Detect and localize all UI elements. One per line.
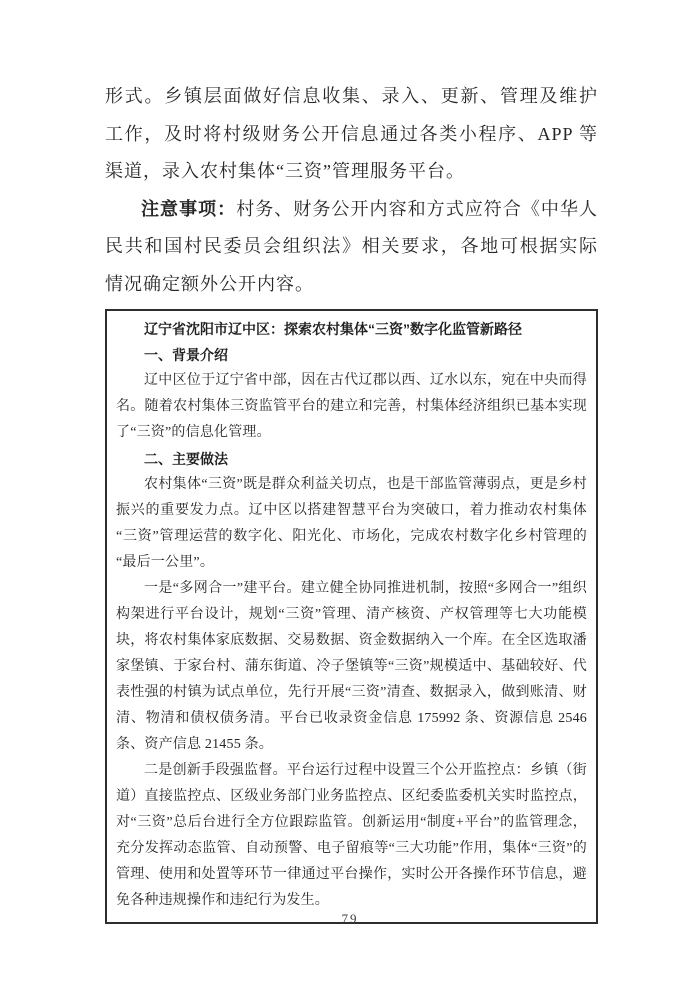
notes-paragraph bbox=[105, 191, 598, 304]
notes-label: 注意事项： bbox=[141, 198, 237, 219]
case-box-title: 辽宁省沈阳市辽中区：探索农村集体“三资”数字化监管新路径 bbox=[144, 321, 522, 337]
body-paragraph-continuation: 形式。乡镇层面做好信息收集、录入、更新、管理及维护工作，及时将村级财务公开信息通过各类小程序、APP 等渠道，录入农村集体“三资”管理服务平台。 bbox=[105, 86, 598, 181]
case-study-box bbox=[105, 309, 598, 924]
page-footer bbox=[0, 911, 700, 927]
case-box-paragraph-3: 一是“多网合一”建平台。建立健全协同推进机制，按照“多网合一”组织构架进行平台设计，规划“三资”管理、清产核资、产权管理等七大功能模块，将农村集体家底数据、交易数据、资金数据纳入一个库。在全区选取潘家堡镇、于家台村、蒲东街道、冷子堡镇等“三资”规模适中、基础较好、代表性强的村镇为试点单位，先行开展“三资”清查、数据录入，做到账清、财清、物清和债权债务清。平台已收录资金信息 175992 条、资源信息 2546 条、资产信息 21455 条。 bbox=[116, 581, 587, 752]
case-section-heading-2: 二、主要做法 bbox=[144, 451, 228, 467]
case-box-paragraph-4: 二是创新手段强监督。平台运行过程中设置三个公开监控点：乡镇（街道）直接监控点、区级业务部门业务监控点、区纪委监委机关实时监控点，对“三资”总后台进行全方位跟踪监管。创新运用“制度+平台”的监管理念，充分发挥动态监管、自动预警、电子留痕等“三大功能”作用，集体“三资”的管理、使用和处置等环节一律通过平台操作，实时公开各操作环节信息，避免各种违规操作和违纪行为发生。 bbox=[116, 763, 587, 908]
case-section-heading-1: 一、背景介绍 bbox=[144, 347, 228, 363]
page-number: 79 bbox=[341, 911, 359, 926]
notes-text: 村务、财务公开内容和方式应符合《中华人民共和国村民委员会组织法》相关要求，各地可根据实际情况确定额外公开内容。 bbox=[105, 198, 598, 294]
case-box-paragraph-2: 农村集体“三资”既是群众利益关切点，也是干部监管薄弱点，更是乡村振兴的重要发力点。辽中区以搭建智慧平台为突破口，着力推动农村集体“三资”管理运营的数字化、阳光化、市场化，完成农村数字化乡村管理的“最后一公里”。 bbox=[116, 477, 587, 570]
page-body bbox=[105, 78, 598, 924]
case-box-paragraph-1: 辽中区位于辽宁省中部，因在古代辽郡以西、辽水以东，宛在中央而得名。随着农村集体三资监管平台的建立和完善，村集体经济组织已基本实现了“三资”的信息化管理。 bbox=[116, 373, 587, 440]
